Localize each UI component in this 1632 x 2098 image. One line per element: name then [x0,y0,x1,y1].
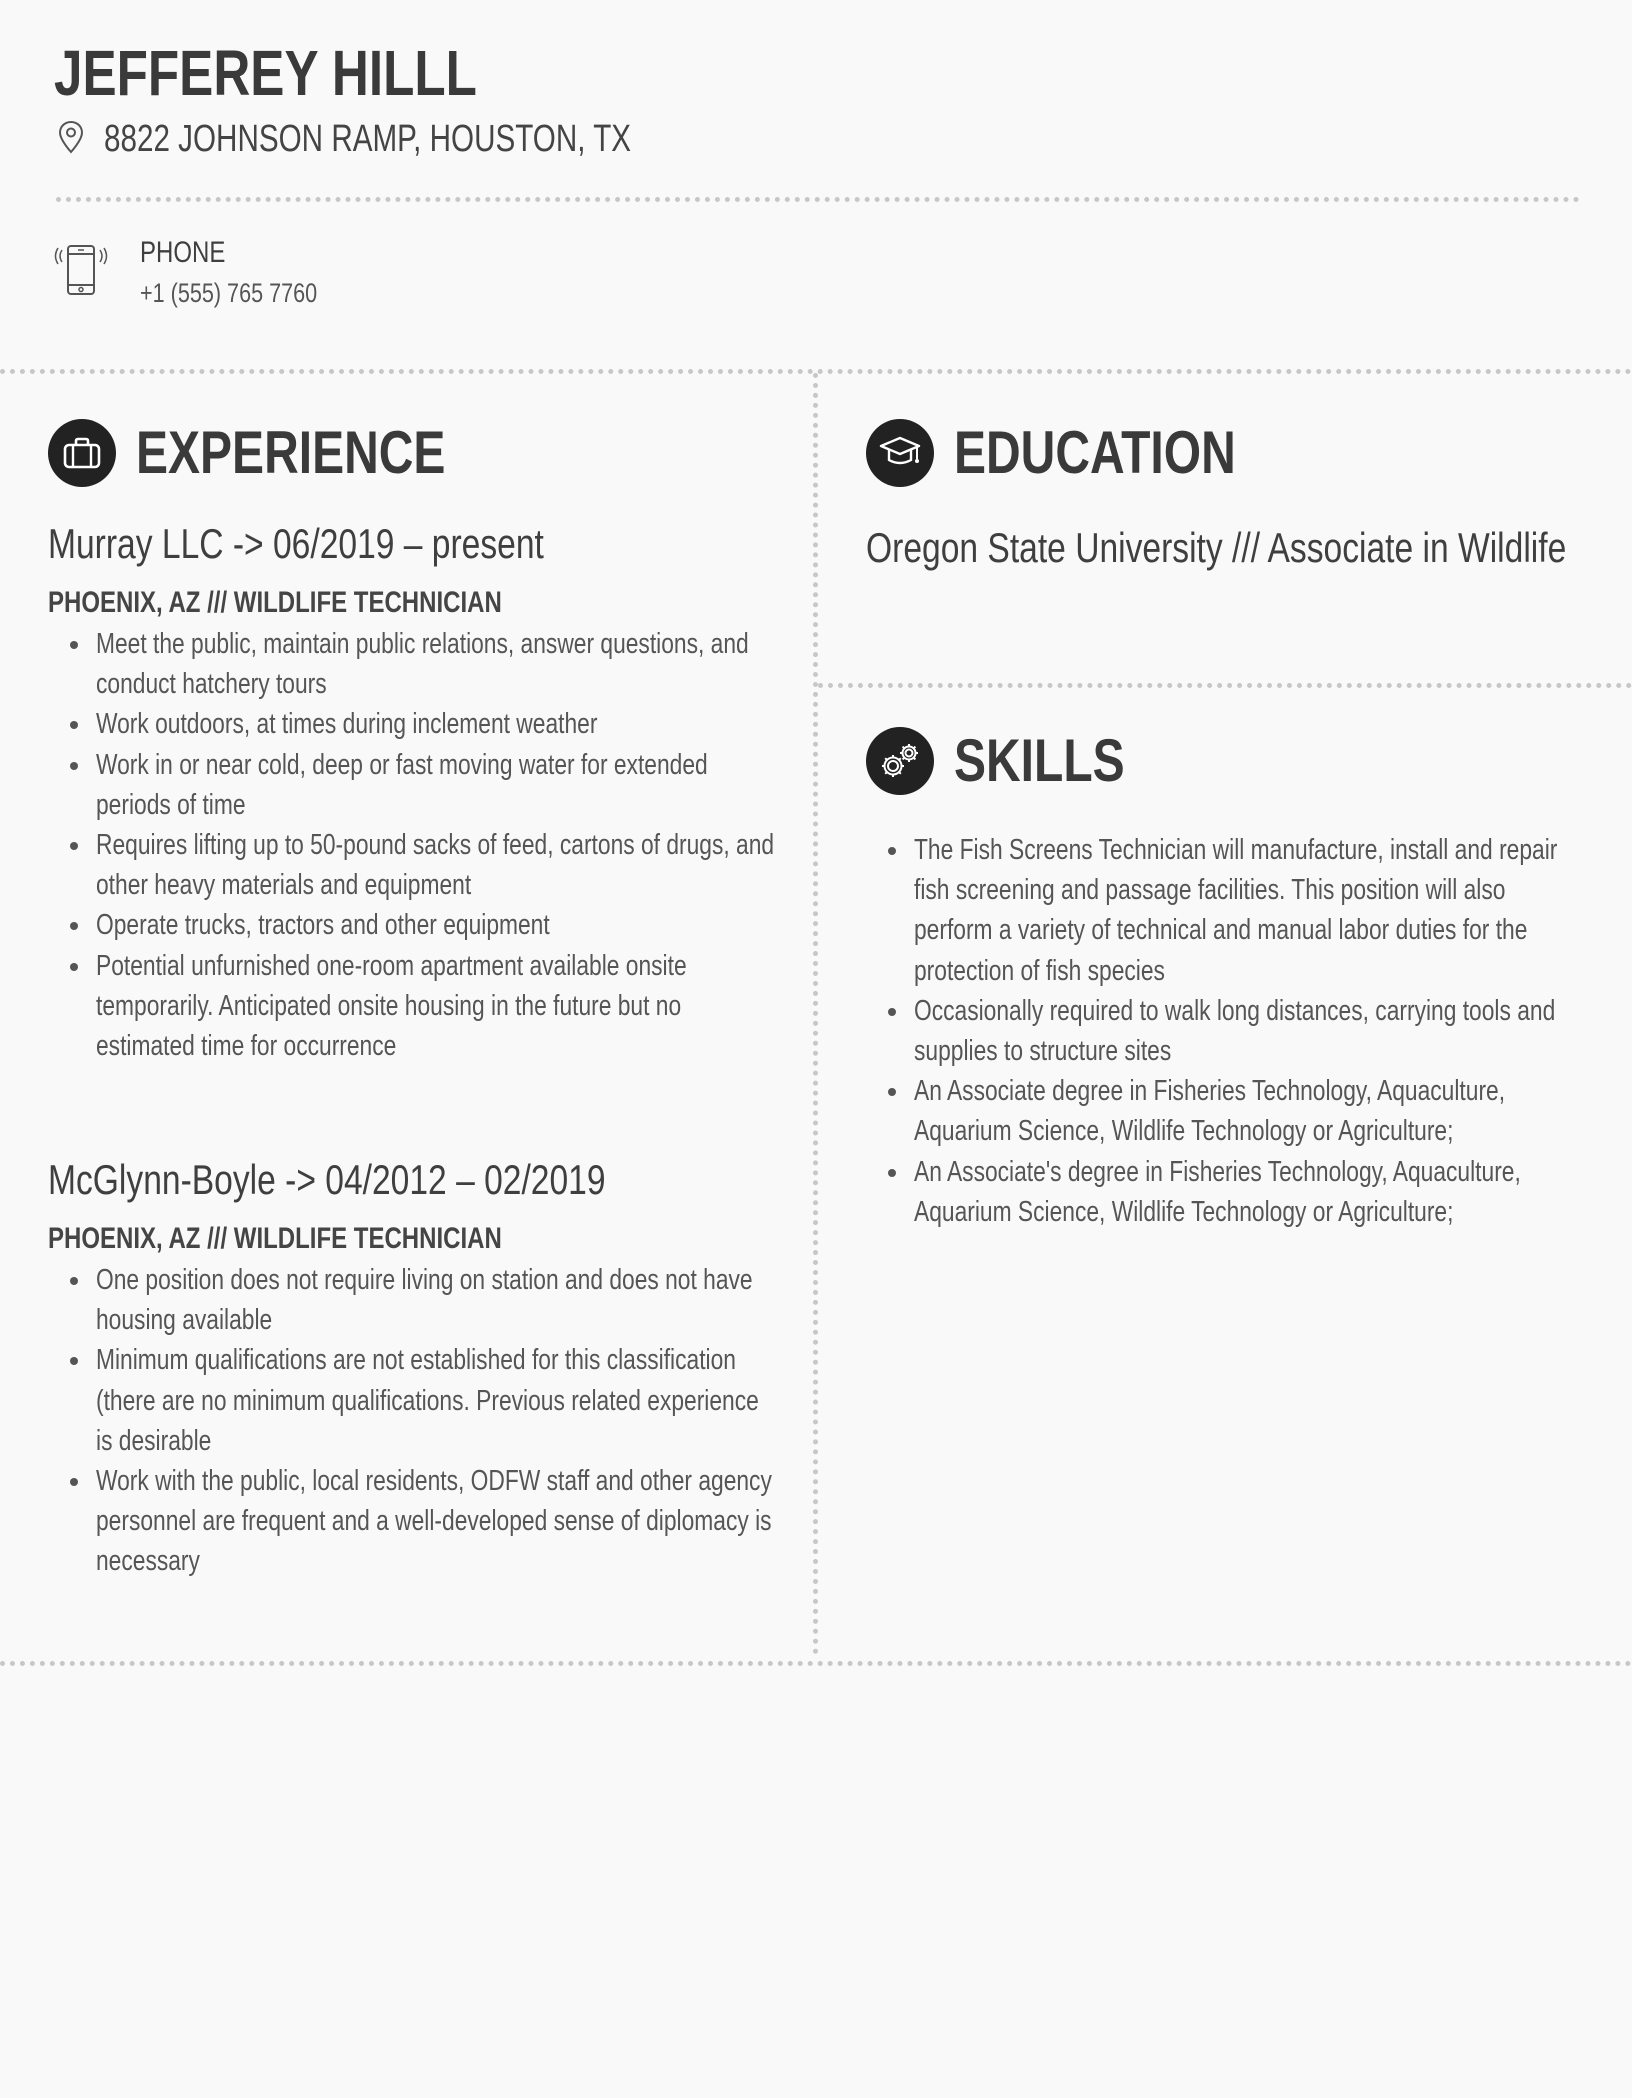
list-item: Requires lifting up to 50-pound sacks of feed, cartons of drugs, and other heavy materials and equipment [48,825,778,905]
phone-block [52,236,361,309]
phone-value[interactable]: +1 (555) 765 7760 [140,278,318,308]
candidate-name: JEFFEREY HILLL [54,37,477,109]
list-item: Meet the public, maintain public relations, answer questions, and conduct hatchery tours [48,624,778,704]
bottom-section-divider [0,1661,1632,1666]
list-item: One position does not require living on station and does not have housing available [48,1260,778,1340]
address-text: 8822 JOHNSON RAMP, HOUSTON, TX [104,118,632,160]
address-row [58,118,780,161]
job-bullets [48,624,778,1066]
list-item: An Associate degree in Fisheries Technology, Aquaculture, Aquarium Science, Wildlife Technology or Agriculture; [866,1071,1586,1151]
experience-entry [48,1156,778,1582]
education-title: EDUCATION [954,419,1236,486]
education-text: Oregon State University /// Associate in Wildlife [866,524,1567,571]
mobile-phone-icon [52,236,110,305]
experience-entry [48,520,778,1066]
gears-icon [866,727,934,795]
phone-label: PHONE [140,236,226,269]
list-item: Operate trucks, tractors and other equipment [48,905,778,945]
experience-title: EXPERIENCE [136,419,446,486]
list-item: Minimum qualifications are not established for this classification (there are no minimum qualifications. Previous related experience is desirable [48,1340,778,1461]
skills-header [866,726,1167,795]
skills-bullets [866,830,1586,1232]
skills-list-block [866,830,1586,1232]
job-heading: McGlynn-Boyle -> 04/2012 – 02/2019 [48,1156,606,1203]
education-skills-divider [818,683,1632,688]
list-item: Work outdoors, at times during inclement weather [48,704,778,744]
list-item: An Associate's degree in Fisheries Technology, Aquaculture, Aquarium Science, Wildlife Technology or Agriculture; [866,1152,1586,1232]
header-divider [56,197,1580,202]
job-subheading: PHOENIX, AZ /// WILDLIFE TECHNICIAN [48,586,502,619]
graduation-cap-icon [866,419,934,487]
experience-header [48,418,523,487]
map-pin-icon [58,120,84,159]
list-item: Work with the public, local residents, ODFW staff and other agency personnel are frequent and a well-developed sense of diplomacy is necessary [48,1461,778,1582]
list-item: Work in or near cold, deep or fast moving water for extended periods of time [48,745,778,825]
list-item: The Fish Screens Technician will manufacture, install and repair fish screening and passage facilities. This position will also perform a variety of technical and manual labor duties for the protection of fish species [866,830,1586,991]
briefcase-icon [48,419,116,487]
list-item: Potential unfurnished one-room apartment available onsite temporarily. Anticipated onsite housing in the future but no estimated time for occurrence [48,946,778,1067]
job-subheading: PHOENIX, AZ /// WILDLIFE TECHNICIAN [48,1222,502,1255]
job-heading: Murray LLC -> 06/2019 – present [48,520,544,567]
education-header [866,418,1306,487]
education-entry [866,520,1586,576]
job-bullets [48,1260,778,1582]
column-divider [813,373,818,1655]
skills-title: SKILLS [954,727,1125,794]
list-item: Occasionally required to walk long distances, carrying tools and supplies to structure sites [866,991,1586,1071]
